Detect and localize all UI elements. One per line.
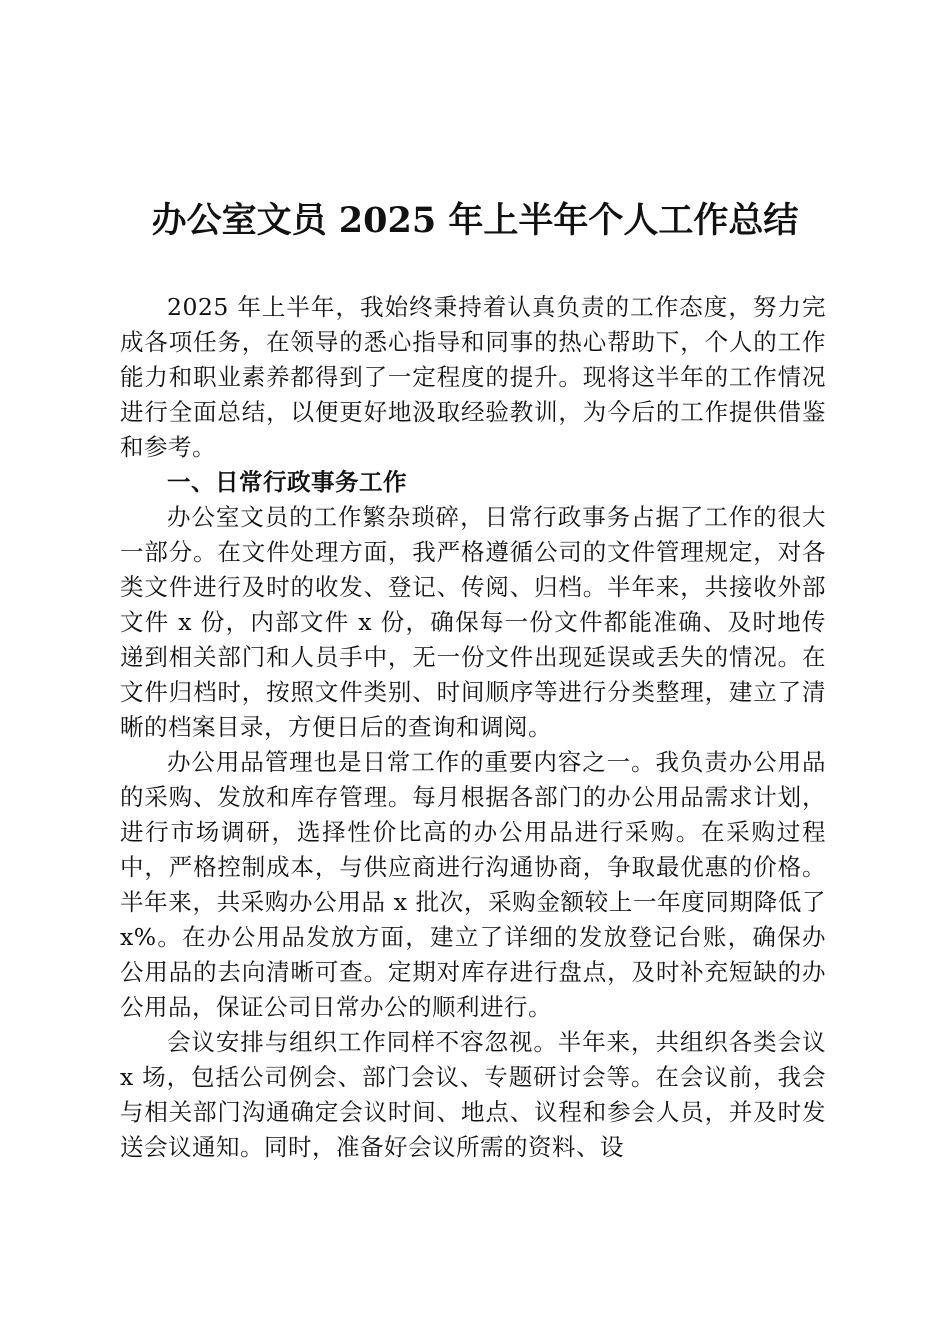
document-title: 办公室文员 2025 年上半年个人工作总结	[151, 200, 799, 241]
section-heading-daily-admin: 一、日常行政事务工作	[167, 468, 407, 496]
paragraph-office-supplies: 办公用品管理也是日常工作的重要内容之一。我负责办公用品的采购、发放和库存管理。每月根据各部门的办公用品需求计划，进行市场调研，选择性价比高的办公用品进行采购。在采购过程中，严格控制成本，与供应商进行沟通协商，争取最优惠的价格。半年来，共采购办公用品 x 批次，采购金额较上一年度同期降低了 x%。在办公用品发放方面，建立了详细的发放登记台账，确保办公用品的去向清晰可查。定期对库存进行盘点，及时补充短缺的办公用品，保证公司日常办公的顺利进行。	[120, 748, 826, 1021]
paragraph-meeting-arrangement: 会议安排与组织工作同样不容忽视。半年来，共组织各类会议 x 场，包括公司例会、部门会议、专题研讨会等。在会议前，我会与相关部门沟通确定会议时间、地点、议程和参会人员，并及时发送会议通知。同时，准备好会议所需的资料、设	[120, 1028, 826, 1161]
paragraph-document-handling: 办公室文员的工作繁杂琐碎，日常行政事务占据了工作的很大一部分。在文件处理方面，我严格遵循公司的文件管理规定，对各类文件进行及时的收发、登记、传阅、归档。半年来，共接收外部文件 x 份，内部文件 x 份，确保每一份文件都能准确、及时地传递到相关部门和人员手中，无一份文件出现延误或丢失的情况。在文件归档时，按照文件类别、时间顺序等进行分类整理，建立了清晰的档案目录，方便日后的查询和调阅。	[120, 503, 826, 741]
intro-paragraph: 2025 年上半年，我始终秉持着认真负责的工作态度，努力完成各项任务，在领导的悉心指导和同事的热心帮助下，个人的工作能力和职业素养都得到了一定程度的提升。现将这半年的工作情况进行全面总结，以便更好地汲取经验教训，为今后的工作提供借鉴和参考。	[120, 293, 826, 461]
document-body	[120, 290, 826, 1165]
